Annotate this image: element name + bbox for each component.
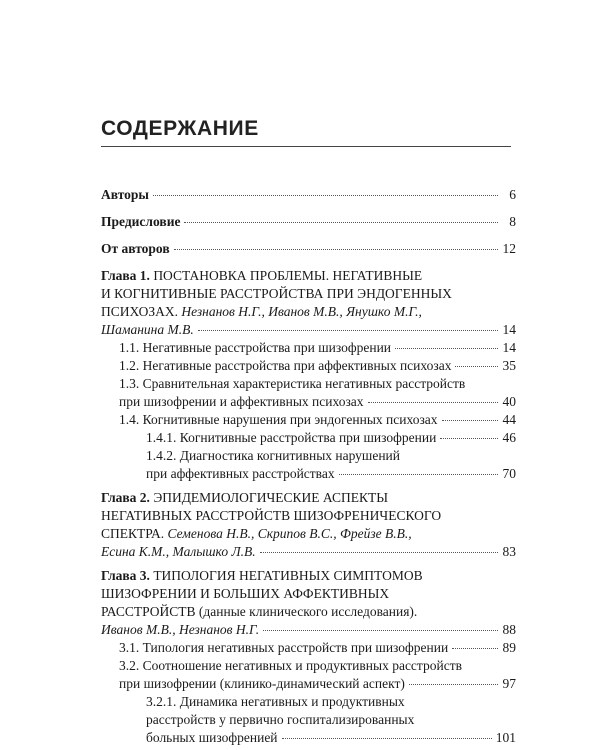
- dot-leader: [452, 648, 498, 649]
- toc-entry-from-authors[interactable]: [101, 240, 516, 258]
- toc-label: при аффективных расстройствах: [146, 466, 335, 481]
- toc-page: 88: [502, 622, 516, 637]
- toc-entry-preface[interactable]: [101, 213, 516, 231]
- chapter-title-line: ПОСТАНОВКА ПРОБЛЕМЫ. НЕГАТИВНЫЕ: [149, 268, 423, 283]
- toc-page: 14: [502, 340, 516, 355]
- dot-leader: [368, 402, 498, 403]
- toc-page: 44: [502, 412, 516, 427]
- toc-page: 40: [502, 394, 516, 409]
- toc-page: 97: [502, 676, 516, 691]
- toc-section-1-1[interactable]: [119, 339, 516, 357]
- chapter-authors: Иванов М.В., Незнанов Н.Г.: [101, 622, 260, 637]
- toc-page: 8: [509, 214, 516, 229]
- toc-label: 1.2. Негативные расстройства при аффективных психозах: [119, 358, 452, 373]
- toc-section-1-2[interactable]: [119, 357, 516, 375]
- chapter-authors: Есина К.М., Малышко Л.В.: [101, 544, 256, 559]
- toc-section-1-4[interactable]: [119, 411, 516, 429]
- dot-leader: [395, 348, 498, 349]
- toc-label: 3.1. Типология негативных расстройств при шизофрении: [119, 640, 449, 655]
- toc-entry-authors[interactable]: [101, 186, 516, 204]
- toc-label: 3.2. Соотношение негативных и продуктивных расстройств: [119, 658, 462, 673]
- chapter-title-line: ТИПОЛОГИЯ НЕГАТИВНЫХ СИМПТОМОВ: [149, 568, 423, 583]
- toc-page: 83: [502, 544, 516, 559]
- toc-page: 12: [502, 241, 516, 256]
- toc-section-1-3[interactable]: [119, 375, 516, 411]
- chapter-title-line: РАССТРОЙСТВ (данные клинического исследования).: [101, 604, 418, 619]
- chapter-authors: Незнанов Н.Г., Иванов М.В., Янушко М.Г.,: [181, 304, 422, 319]
- chapter-authors: Шаманина М.В.: [101, 322, 194, 337]
- chapter-prefix: Глава 3.: [101, 568, 150, 583]
- chapter-authors: Семенова Н.В., Скрипов В.С., Фрейзе В.В.,: [167, 526, 412, 541]
- toc-chapter-2[interactable]: [101, 489, 516, 561]
- toc-subsection-3-2-1[interactable]: [146, 693, 516, 747]
- chapter-title-line: НЕГАТИВНЫХ РАССТРОЙСТВ ШИЗОФРЕНИЧЕСКОГО: [101, 508, 442, 523]
- dot-leader: [260, 552, 498, 553]
- toc-label: расстройств у первично госпитализированных: [146, 712, 415, 727]
- toc-label: 1.4.1. Когнитивные расстройства при шизофрении: [146, 430, 437, 445]
- chapter-prefix: Глава 2.: [101, 490, 150, 505]
- dot-leader: [339, 474, 498, 475]
- toc-label: 1.1. Негативные расстройства при шизофрении: [119, 340, 392, 355]
- toc-section-3-1[interactable]: [119, 639, 516, 657]
- chapter-title-line: СПЕКТРА.: [101, 526, 168, 541]
- toc-section-3-2[interactable]: [119, 657, 516, 693]
- toc-chapter-3[interactable]: [101, 567, 516, 639]
- toc-label: при шизофрении и аффективных психозах: [119, 394, 364, 409]
- toc-label: больных шизофренией: [146, 730, 278, 745]
- toc-label: 1.3. Сравнительная характеристика негативных расстройств: [119, 376, 466, 391]
- chapter-title-line: ЭПИДЕМИОЛОГИЧЕСКИЕ АСПЕКТЫ: [149, 490, 388, 505]
- toc-page: 46: [502, 430, 516, 445]
- dot-leader: [263, 630, 498, 631]
- toc-label: при шизофрении (клинико-динамический аспект): [119, 676, 405, 691]
- toc-subsection-1-4-2[interactable]: [146, 447, 516, 483]
- chapter-title-line: ШИЗОФРЕНИИ И БОЛЬШИХ АФФЕКТИВНЫХ: [101, 586, 390, 601]
- toc-label: От авторов: [101, 241, 170, 256]
- dot-leader: [440, 438, 498, 439]
- title-rule: [101, 146, 511, 147]
- dot-leader: [174, 249, 498, 250]
- toc-page: 89: [502, 640, 516, 655]
- dot-leader: [282, 738, 492, 739]
- toc-page: 6: [509, 187, 516, 202]
- toc-chapter-1[interactable]: [101, 267, 516, 339]
- toc-label: 1.4. Когнитивные нарушения при эндогенных психозах: [119, 412, 438, 427]
- dot-leader: [409, 684, 498, 685]
- toc-page: 101: [495, 730, 516, 745]
- toc-page: 14: [502, 322, 516, 337]
- toc-label: 1.4.2. Диагностика когнитивных нарушений: [146, 448, 400, 463]
- dot-leader: [184, 222, 498, 223]
- toc-label: 3.2.1. Динамика негативных и продуктивных: [146, 694, 405, 709]
- table-of-contents: [101, 186, 516, 747]
- toc-label: Авторы: [101, 187, 149, 202]
- dot-leader: [455, 366, 498, 367]
- page-title: СОДЕРЖАНИЕ: [101, 117, 259, 140]
- toc-subsection-1-4-1[interactable]: [146, 429, 516, 447]
- toc-page: 70: [502, 466, 516, 481]
- dot-leader: [442, 420, 498, 421]
- chapter-title-line: И КОГНИТИВНЫЕ РАССТРОЙСТВА ПРИ ЭНДОГЕННЫХ: [101, 286, 452, 301]
- toc-page: 35: [502, 358, 516, 373]
- toc-label: Предисловие: [101, 214, 181, 229]
- dot-leader: [198, 330, 498, 331]
- chapter-prefix: Глава 1.: [101, 268, 150, 283]
- dot-leader: [153, 195, 498, 196]
- chapter-title-line: ПСИХОЗАХ.: [101, 304, 182, 319]
